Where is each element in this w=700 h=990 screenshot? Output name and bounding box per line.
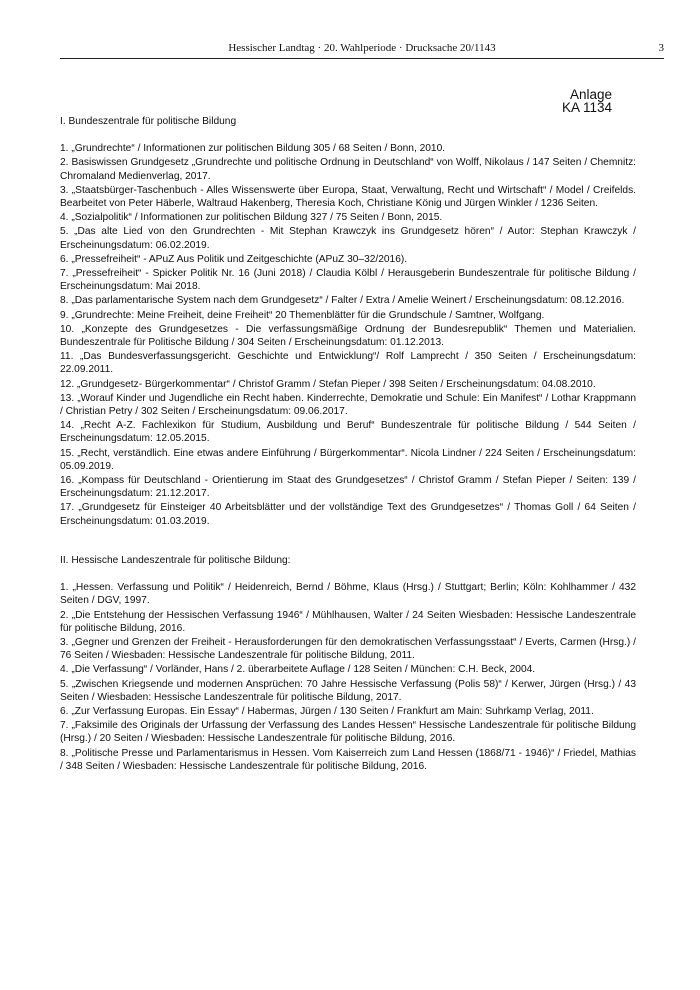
list-item: 15. „Recht, verständlich. Eine etwas andere Einführung / Bürgerkommentar“. Nicola Lindner / 224 Seiten / Erscheinungsdatum: 05.09.2019. — [60, 447, 636, 472]
list-item: 4. „Sozialpolitik“ / Informationen zur politischen Bildung 327 / 75 Seiten / Bonn, 2015. — [60, 212, 443, 224]
list-item: 7. „Pressefreiheit“ - Spicker Politik Nr. 16 (Juni 2018) / Claudia Kölbl / Herausgeberin Bundeszentrale für politische Bildung / Erscheinungsdatum: Mai 2018. — [60, 268, 636, 293]
list-item: 6. „Zur Verfassung Europas. Ein Essay“ / Habermas, Jürgen / 130 Seiten / Frankfurt am Main: Suhrkamp Verlag, 2011. — [60, 705, 594, 717]
annex-line-2: KA 1134 — [561, 100, 612, 115]
list-item: 9. „Grundrechte: Meine Freiheit, deine Freiheit“ 20 Themenblätter für die Grundschule / Samtner, Wolfgang. — [60, 309, 545, 321]
list-item: 5. „Zwischen Kriegsende und modernen Ansprüchen: 70 Jahre Hessische Verfassung (Polis 58)“ / Kerwer, Jürgen (Hrsg.) / 43 Seiten / Wiesbaden: Hessische Landeszentrale für politische Bildung, 2017. — [60, 678, 636, 703]
list-item: 16. „Kompass für Deutschland - Orientierung im Staat des Grundgesetzes“ / Christof Gramm / Stefan Pieper / Seiten: 139 / Erscheinungsdatum: 21.12.2017. — [60, 475, 636, 500]
list-item: 14. „Recht A-Z. Fachlexikon für Studium, Ausbildung und Beruf“ Bundeszentrale für politische Bildung / 544 Seiten / Erscheinungsdatum: 12.05.2015. — [60, 420, 636, 445]
list-item: 2. „Die Entstehung der Hessischen Verfassung 1946“ / Mühlhausen, Walter / 24 Seiten Wiesbaden: Hessische Landeszentrale für politische Bildung, 2016. — [60, 609, 636, 634]
section-title: I. Bundeszentrale für politische Bildung — [60, 116, 237, 127]
reference-list — [60, 581, 636, 773]
page-header — [60, 42, 664, 54]
list-item: 8. „Das parlamentarische System nach dem Grundgesetz“ / Falter / Extra / Amelie Weinert / Erscheinungsdatum: 08.12.2016. — [60, 295, 625, 307]
list-item: 17. „Grundgesetz für Einsteiger 40 Arbeitsblätter und der vollständige Text des Grundgesetzes“ / Thomas Goll / 64 Seiten / Erscheinungsdatum: 01.03.2019. — [60, 502, 636, 527]
list-item: 3. „Gegner und Grenzen der Freiheit - Herausforderungen für den demokratischen Verfassungsstaat“ / Everts, Carmen (Hrsg.) / 76 Seiten / Wiesbaden: Hessische Landeszentrale für politische Bildung, 2011. — [60, 636, 636, 662]
list-item: 12. „Grundgesetz- Bürgerkommentar“ / Christof Gramm / Stefan Pieper / 398 Seiten / Erscheinungsdatum: 04.08.2010. — [60, 378, 596, 390]
section-title: II. Hessische Landeszentrale für politische Bildung: — [60, 554, 291, 566]
reference-list — [60, 142, 636, 528]
annex-label — [562, 88, 612, 114]
document-body — [60, 115, 636, 799]
list-item: 13. „Worauf Kinder und Jugendliche ein Recht haben. Kinderrechte, Demokratie und Schule: Ein Manifest“ / Lothar Krappmann / Christian Petry / 302 Seiten / Erscheinungsdatum: 09.06.2017. — [60, 392, 636, 418]
list-item: 3. „Staatsbürger-Taschenbuch - Alles Wissenswerte über Europa, Staat, Verwaltung, Recht und Wirtschaft“ / Model / Creifelds. Bearbeitet von Peter Häberle, Waltraud Hakenberg, Theresia Koch, Christiane König und Jürgen Winkler / 1236 Seiten. — [60, 184, 636, 210]
list-item: 5. „Das alte Lied von den Grundrechten - Mit Stephan Krawczyk ins Grundgesetz hören“ / Autor: Stephan Krawczyk / Erscheinungsdatum: 06.02.2019. — [60, 226, 636, 251]
header-rule — [60, 58, 664, 59]
list-item: 7. „Faksimile des Originals der Urfassung der Verfassung des Landes Hessen“ Hessische Landeszentrale für politische Bildung (Hrsg.) / 20 Seiten / Wiesbaden: Hessische Landeszentrale für politische Bildung, 2016. — [60, 720, 636, 745]
list-item: 2. Basiswissen Grundgesetz „Grundrechte und politische Ordnung in Deutschland“ von Wolff, Nikolaus / 147 Seiten / Chemnitz: Chromaland Medienverlag, 2017. — [60, 157, 636, 182]
list-item: 8. „Politische Presse und Parlamentarismus in Hessen. Vom Kaiserreich zum Land Hessen (1868/71 - 1946)“ / Friedel, Mathias / 348 Seiten / Wiesbaden: Hessische Landeszentrale für politische Bildung, 2016. — [60, 747, 636, 772]
annex-line-1: Anlage — [569, 87, 612, 102]
list-item: 6. „Pressefreiheit“ - APuZ Aus Politik und Zeitgeschichte (APuZ 30–32/2016). — [60, 253, 408, 265]
list-item: 4. „Die Verfassung“ / Vorländer, Hans / 2. überarbeitete Auflage / 128 Seiten / München: C.H. Beck, 2004. — [60, 664, 536, 676]
list-item: 11. „Das Bundesverfassungsgericht. Geschichte und Entwicklung“/ Rolf Lamprecht / 350 Seiten / Erscheinungsdatum: 22.09.2011. — [60, 351, 636, 376]
list-item: 10. „Konzepte des Grundgesetzes - Die verfassungsmäßige Ordnung der Bundesrepublik“ Themen und Materialien. Bundeszentrale für Politische Bildung / 304 Seiten / Erscheinungsdatum: 01.12.2013. — [60, 323, 636, 349]
page-number: 3 — [658, 42, 664, 54]
section-1 — [60, 115, 636, 528]
list-item: 1. „Hessen. Verfassung und Politik“ / Heidenreich, Bernd / Böhme, Klaus (Hrsg.) / Stuttgart; Berlin; Köln: Kohlhammer / 432 Seiten / DGV, 1997. — [60, 582, 636, 607]
header-text: Hessischer Landtag · 20. Wahlperiode · Drucksache 20/1143 — [228, 42, 496, 54]
list-item: 1. „Grundrechte“ / Informationen zur politischen Bildung 305 / 68 Seiten / Bonn, 2010. — [60, 143, 446, 155]
section-2 — [60, 554, 636, 773]
